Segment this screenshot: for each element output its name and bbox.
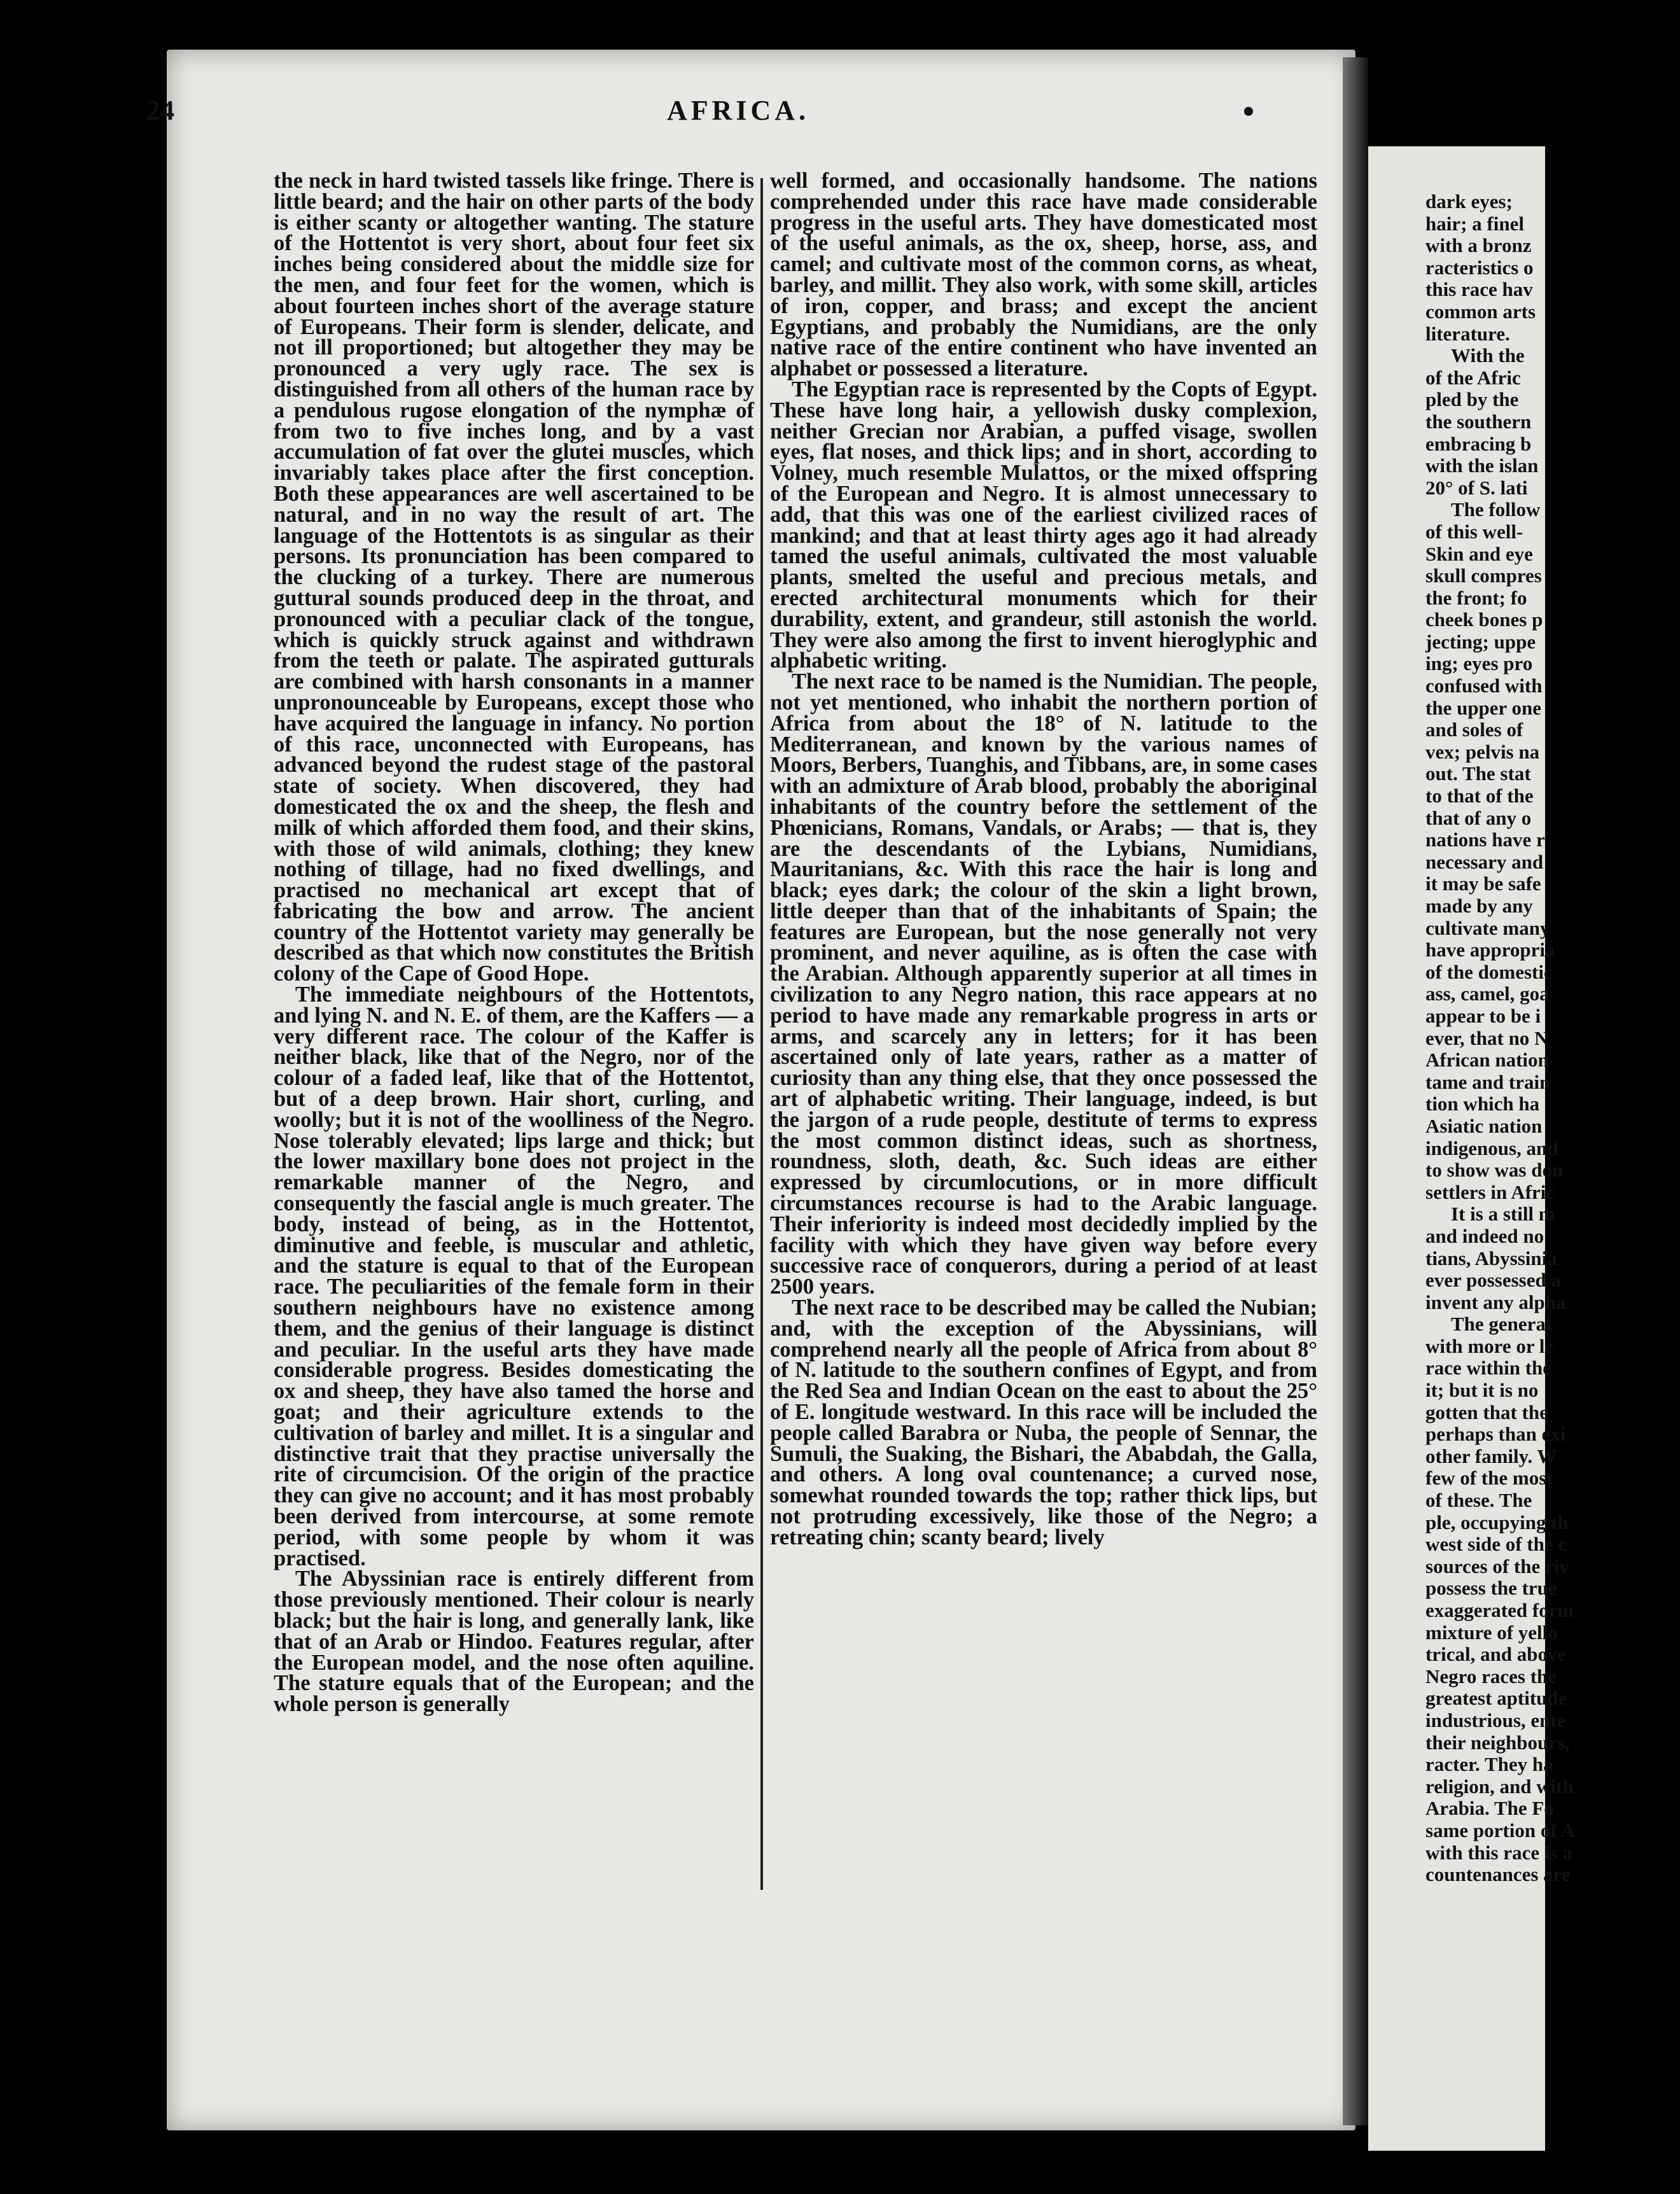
facing-page-line: skull compres bbox=[1425, 564, 1542, 587]
facing-page-line: ever possessed a bbox=[1425, 1269, 1561, 1292]
facing-page-line: the southern bbox=[1425, 410, 1532, 433]
facing-page-line: perhaps than exi bbox=[1425, 1423, 1566, 1446]
paragraph: well formed, and occasionally handsome. The nations comprehended under this race have made considerable progress in the useful arts. They have domesticated most of the useful animals, as the ox, sheep, horse, ass, and camel; and cultivate most of the common corns, as wheat, barley, and millit. They also work, with some skill, articles of iron, copper, and brass; and except the ancient Egyptians, and probably the Numidians, are the only native race of the entire continent who have invented an alphabet or possessed a literature. bbox=[770, 169, 1317, 381]
facing-page-line: dark eyes; bbox=[1425, 190, 1513, 213]
facing-page-line: possess the true bbox=[1425, 1577, 1557, 1600]
paragraph: The Egyptian race is represented by the Copts of Egypt. These have long hair, a yellowish dusky complexion, neither Grecian nor Arabian, a puffed visage, swollen eyes, flat noses, and thick lips; and in short, according to Volney, much resemble Mulattos, or the mixed offspring of the European and Negro. It is almost unnecessary to add, that this was one of the earliest civilized races of mankind; and that at least thirty ages ago it had already tamed the useful animals, cultivated the most valuable plants, smelted the useful and precious metals, and erected architectural monuments which for their durability, extent, and grandeur, still astonish the world. They were also among the first to invent hieroglyphic and alphabetic writing. bbox=[770, 377, 1317, 673]
facing-page-line: that of any o bbox=[1425, 806, 1532, 829]
left-text-column bbox=[274, 171, 754, 1715]
facing-page-line: have appropria bbox=[1425, 939, 1555, 961]
paragraph: The next race to be named is the Numidian. The people, not yet mentioned, who inhabit the northern portion of Africa from about the 18° of N. latitude to the Mediterranean, and known by the various names of Moors, Berbers, Tuanghis, and Tibbans, are, in some cases with an admixture of Arab blood, probably the aboriginal inhabitants of the country before the settlement of the Phœnicians, Romans, Vandals, or Arabs; — that is, they are the descendants of the Lybians, Numidians, Mauritanians, &c. With this race the hair is long and black; eyes dark; the colour of the skin a light brown, little deeper than that of the inhabitants of Spain; the features are European, but the nose generally not very prominent, and never aquiline, as is often the case with the Arabian. Although apparently superior at all times in civilization to any Negro nation, this race appears at no period to have made any remarkable progress in arts or arms, and scarcely any in letters; for it has been ascertained only of late years, rather as a matter of curiosity than any thing else, that they once possessed the art of alphabetic writing. Their language, indeed, is but the jargon of a rude people, destitute of terms to express the most common distinct ideas, such as shortness, roundness, sloth, death, &c. Such ideas are either expressed by circumlocutions, or in more difficult circumstances recourse is had to the Arabic language. Their inferiority is indeed most decidedly implied by the facility with which they have given way before every successive race of conquerors, during a period of at least 2500 years. bbox=[770, 669, 1317, 1299]
facing-page-line: nations have r bbox=[1425, 828, 1545, 851]
facing-page-line: it may be safe bbox=[1425, 872, 1541, 895]
facing-page-line: the front; fo bbox=[1425, 586, 1527, 609]
facing-page-line: cheek bones p bbox=[1425, 608, 1543, 631]
facing-page-line: greatest aptitude bbox=[1425, 1687, 1567, 1710]
facing-page-line: hair; a finel bbox=[1425, 212, 1524, 235]
facing-page-line: ass, camel, goa bbox=[1425, 982, 1550, 1005]
facing-page-line: indigenous, and bbox=[1425, 1136, 1558, 1159]
facing-page-line: racteristics o bbox=[1425, 256, 1534, 279]
facing-page-line: racter. They ha bbox=[1425, 1753, 1553, 1776]
facing-page-line: appear to be i bbox=[1425, 1004, 1541, 1027]
facing-page-line: the upper one bbox=[1425, 696, 1542, 719]
page-number: 24 bbox=[146, 95, 174, 126]
facing-page-line: confused with bbox=[1425, 674, 1543, 697]
facing-page-line: ever, that no N bbox=[1425, 1026, 1549, 1049]
facing-page-line: with a bronz bbox=[1425, 234, 1532, 257]
facing-page-line: with the islan bbox=[1425, 454, 1539, 477]
facing-page-line: to that of the bbox=[1425, 785, 1534, 807]
paragraph: The next race to be described may be called the Nubian; and, with the exception of the Abyssinians, will comprehend nearly all the people of Africa from about 8° of N. latitude to the southern confines of Egypt, and from the Red Sea and Indian Ocean on the east to about the 25° of E. longitude westward. In this race will be included the people called Barabra or Nuba, the people of Sennar, the Sumuli, the Suaking, the Bishari, the Ababdah, the Galla, and others. A long oval countenance; a curved nose, somewhat rounded towards the top; rather thick lips, but not protruding excessively, like those of the Negro; a retreating chin; scanty beard; lively bbox=[770, 1296, 1318, 1549]
facing-page-line: other family. W bbox=[1425, 1444, 1557, 1467]
facing-page-line: ple, occupying th bbox=[1425, 1511, 1569, 1534]
facing-page-line: vex; pelvis na bbox=[1425, 740, 1540, 763]
facing-page-line: sources of the riv bbox=[1425, 1555, 1569, 1577]
facing-page-line: Skin and eye bbox=[1425, 542, 1533, 565]
facing-page-line: few of the most bbox=[1425, 1467, 1553, 1490]
facing-page-line: necessary and bbox=[1425, 850, 1544, 873]
facing-page-line: mixture of yello bbox=[1425, 1621, 1558, 1644]
facing-page-line: made by any bbox=[1425, 895, 1533, 917]
facing-page-line: The general bbox=[1451, 1313, 1551, 1336]
facing-page-line: of this well- bbox=[1425, 520, 1523, 543]
facing-page-line: cultivate many bbox=[1425, 916, 1550, 939]
page-header bbox=[146, 94, 1330, 139]
facing-page-line: trical, and above bbox=[1425, 1643, 1567, 1666]
facing-page bbox=[1368, 146, 1576, 2151]
facing-page-line: It is a still m bbox=[1451, 1203, 1555, 1226]
facing-page-line: countenances are bbox=[1425, 1863, 1571, 1886]
facing-page-line: literature. bbox=[1425, 322, 1510, 345]
facing-page-line: race within the bbox=[1425, 1357, 1552, 1380]
facing-page-line: The follow bbox=[1451, 498, 1541, 521]
facing-page-line: with more or le bbox=[1425, 1334, 1554, 1357]
facing-page-line: gotten that the bbox=[1425, 1401, 1548, 1423]
facing-page-line: tion which ha bbox=[1425, 1093, 1540, 1115]
facing-page-line: and indeed no bbox=[1425, 1224, 1544, 1247]
facing-page-line: their neighbours, bbox=[1425, 1731, 1570, 1754]
facing-page-line: With the bbox=[1451, 344, 1525, 367]
column-rule bbox=[760, 178, 763, 1890]
facing-page-line: and soles of bbox=[1425, 718, 1523, 741]
facing-page-line: west side of the c bbox=[1425, 1533, 1567, 1556]
facing-page-line: same portion of A bbox=[1425, 1819, 1576, 1841]
facing-page-line: out. The stat bbox=[1425, 762, 1531, 785]
facing-page-line: Asiatic nation bbox=[1425, 1114, 1543, 1137]
facing-page-line: of these. The bbox=[1425, 1489, 1532, 1512]
facing-page-line: Negro races the bbox=[1425, 1665, 1557, 1687]
facing-page-line: religion, and with bbox=[1425, 1775, 1574, 1798]
facing-page-line: settlers in Afric bbox=[1425, 1180, 1555, 1203]
paragraph: The immediate neighbours of the Hottentots, and lying N. and N. E. of them, are the Kaffers — a very different race. The colour of the Kaffer is neither black, like that of the Negro, nor of the colour of a faded leaf, like that of the Hottentot, but of a deep brown. Hair short, curling, and woolly; but it is not of the woolliness of the Negro. Nose tolerably elevated; lips large and thick; but the lower maxillary bone does not project in the remarkable manner of the Negro, and consequently the fascial angle is much greater. The body, instead of being, as in the Hottentot, diminutive and feeble, is muscular and athletic, and the stature is equal to that of the European race. The peculiarities of the female form in their southern neighbours have no existence among them, and the genius of their language is distinct and peculiar. In the useful arts they have made considerable progress. Besides domesticating the ox and sheep, they have also tamed the horse and goat; and their agriculture extends to the cultivation of barley and millet. It is a singular and distinctive trait that they practise universally the rite of circumcision. Of the origin of the practice they can give no account; and it has most probably been derived from intercourse, at some remote period, with some people by whom it was practised. bbox=[274, 982, 754, 1570]
facing-page-line: this race hav bbox=[1425, 278, 1533, 301]
facing-page-line: to show was don bbox=[1425, 1159, 1564, 1182]
facing-page-line: tame and train bbox=[1425, 1070, 1551, 1093]
paragraph: the neck in hard twisted tassels like fringe. There is little beard; and the hair on other parts of the body is either scanty or altogether wanting. The stature of the Hottentot is very short, about four feet six inches being considered about the middle size for the men, and four feet for the women, which is about fourteen inches short of the average stature of Europeans. Their form is slender, delicate, and not ill proportioned; but altogether they may be pronounced a very ugly race. The sex is distinguished from all others of the human race by a pendulous rugose elongation of the nymphæ of from two to five inches long, and by a vast accumulation of fat over the glutei muscles, which invariably takes place after the first conception. Both these appearances are well ascertained to be natural, and in no way the result of art. The language of the Hottentots is as singular as their persons. Its pronunciation has been compared to the clucking of a turkey. There are numerous guttural sounds produced deep in the throat, and pronounced with a peculiar clack of the tongue, which is quickly struck against and withdrawn from the teeth or palate. The aspirated gutturals are combined with harsh consonants in a manner unpronounceable by Europeans, except those who have acquired the language in infancy. No portion of this race, unconnected with Europeans, has advanced beyond the rudest stage of the pastoral state of society. When discovered, they had domesticated the ox and the sheep, the flesh and milk of which afforded them food, and their skins, with those of wild animals, clothing; they knew nothing of tillage, had no fixed dwellings, and practised no mechanical art except that of fabricating the bow and arrow. The ancient country of the Hottentot variety may generally be described as that which now constitutes the British colony of the Cape of Good Hope. bbox=[274, 169, 754, 986]
facing-page-line: common arts bbox=[1425, 300, 1536, 323]
facing-page-line: tians, Abyssinia bbox=[1425, 1247, 1557, 1269]
facing-page-line: Arabia. The Fo bbox=[1425, 1797, 1554, 1820]
facing-page-line: invent any alpha bbox=[1425, 1290, 1566, 1313]
facing-page-line: African nation bbox=[1425, 1049, 1549, 1072]
facing-page-line: of the Afric bbox=[1425, 366, 1521, 389]
right-text-column bbox=[770, 171, 1317, 1548]
facing-page-line: 20° of S. lati bbox=[1425, 476, 1528, 499]
ink-speck bbox=[1244, 107, 1253, 116]
facing-page-line: it; but it is no bbox=[1425, 1379, 1539, 1402]
facing-page-line: industrious, ente bbox=[1425, 1708, 1566, 1731]
facing-page-line: pled by the bbox=[1425, 388, 1519, 411]
facing-page-line: exaggerated form bbox=[1425, 1599, 1574, 1621]
facing-page-line: jecting; uppe bbox=[1425, 630, 1536, 653]
facing-page-line: with this race is a bbox=[1425, 1841, 1572, 1864]
paragraph: The Abyssinian race is entirely different from those previously mentioned. Their colour is nearly black; but the hair is long, and generally lank, like that of an Arab or Hindoo. Features regular, after the European model, and the nose often aquiline. The stature equals that of the European; and the whole person is generally bbox=[274, 1567, 754, 1717]
running-head: AFRICA. bbox=[666, 95, 810, 126]
facing-page-line: ing; eyes pro bbox=[1425, 652, 1533, 675]
facing-page-line: of the domestic bbox=[1425, 960, 1553, 983]
facing-page-line: embracing b bbox=[1425, 432, 1532, 455]
facing-page-column bbox=[1425, 191, 1680, 1886]
page-edge-shadow bbox=[1343, 57, 1368, 2125]
